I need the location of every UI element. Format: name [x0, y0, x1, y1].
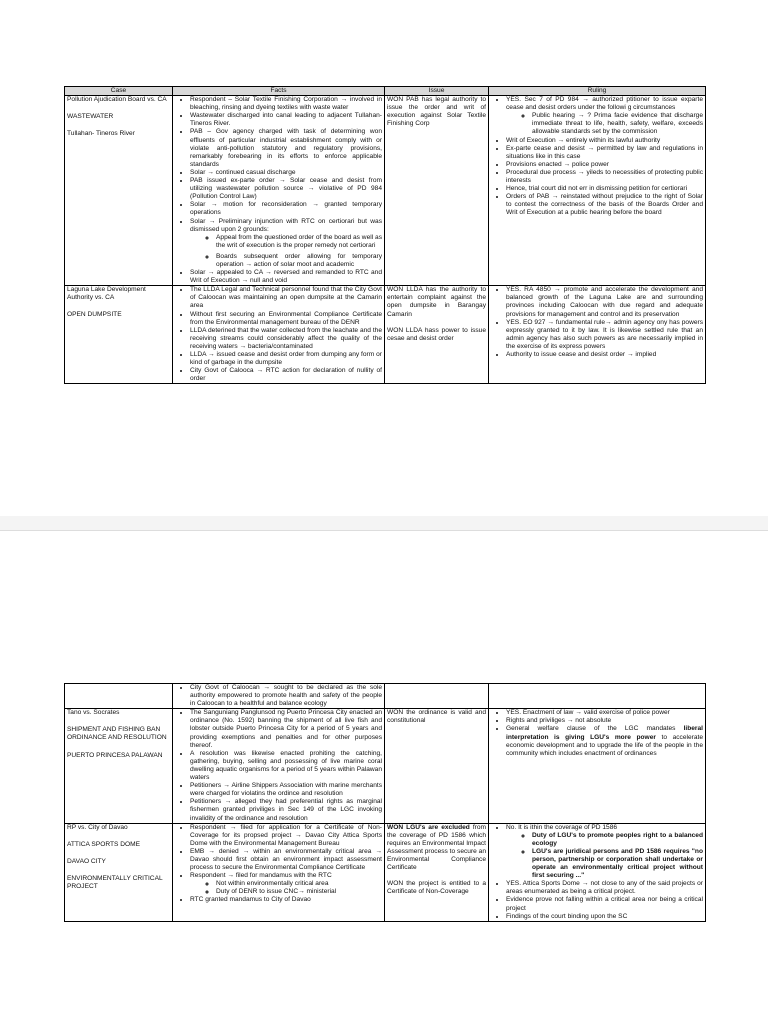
emphasis-text: WON LGU's are excluded — [387, 823, 470, 831]
list-item: • RTC granted mandamus to City of Davao — [190, 896, 382, 904]
list-item: • Authority to issue cease and desist order → implied — [506, 351, 703, 359]
case-digest-table-continued — [64, 683, 706, 922]
case-topic: OPEN DUMPSITE — [67, 311, 122, 319]
case-topic: ATTICA SPORTS DOME — [67, 840, 141, 848]
ruling-cell — [489, 684, 706, 709]
list-item: • YES. Sec 7 of PD 984 → authorized ptitioner to issue exparte cease and desist orders under the followi g circumstances ◦ Public hearing → ? Prima facie evidence that discharge immediate threat to life, health, safety, welfare, exceeds allowable standards set by the commission — [506, 96, 703, 136]
table-row — [65, 709, 706, 823]
list-item: ◦ Duty of DENR to issue CNC→ ministerial — [216, 888, 382, 896]
case-location: DAVAO CITY — [67, 857, 106, 865]
issue-cell — [385, 286, 489, 384]
list-item: • YES. RA 4850 → promote and accelerate the development and balanced growth of the Laguna Lake are and surrounding provinces including Caloocan with due regard and adequate provisions for management and control and its preservation — [506, 286, 703, 318]
case-title: RP vs. City of Davao — [67, 823, 128, 831]
issue-cell — [385, 709, 489, 823]
list-item: • Without first securing an Environmental Compliance Certificate from the Environmental management bureau of the DENR — [190, 311, 382, 327]
list-item: • City Govt of Calooca → RTC action for declaration of nullity of order — [190, 367, 382, 383]
case-topic: WASTEWATER — [67, 113, 114, 121]
issue-text: WON LGU's are excluded from the coverage of PD 1586 which requires an Environmental Impact Assessment process to secure an Environmental Compliance Certificate — [387, 823, 486, 872]
list-item: • Petitioners → Airline Shippers Association with marine merchants were charged for violatins the ordince and resolution — [190, 782, 382, 798]
case-location: PUERTO PRINCESA PALAWAN — [67, 751, 163, 759]
facts-cell — [173, 709, 385, 823]
list-item: • Respondent → filed for application for a Certificate of Non-Coverage for its propsed project → Davao City Attica Sports Dome with the Environmental Management Bureau — [190, 824, 382, 848]
list-item: • Writ of Execution → entirely within its lawful authority — [506, 137, 703, 145]
list-item: • Petitioners → alleged they had preferential rights as marginal fishermen granted priviliges in Sec 149 of the LGC invoking invalidity of the ordinance and resolution — [190, 798, 382, 822]
list-item: • Hence, trial court did not err in dismissing petition for certiorari — [506, 185, 703, 193]
list-item: • PAB issued ex-parte order → Solar cease and desist from utilizing wastewater pollution source → violative of PD 984 (Pollution Control Law) — [190, 177, 382, 201]
header-ruling: Ruling — [489, 87, 706, 96]
case-cell — [65, 823, 173, 921]
table-row — [65, 684, 706, 709]
list-item: • Respondent → filed for mandamus with the RTC ◦ Not within environmentally critical area ◦ Duty of DENR to issue CNC→ ministerial — [190, 872, 382, 896]
list-item: ◦ Duty of LGU's to promote peoples right to a balanced ecology — [532, 832, 703, 848]
issue-text: WON the ordinance is valid and constitutional — [387, 709, 486, 725]
list-item: • Solar → appealed to CA → reversed and remanded to RTC and Writ of Execution → null and void — [190, 269, 382, 285]
case-title: Pollution Ajudication Board vs. CA — [67, 96, 167, 104]
list-item: • Respondent – Solar Textile Finishing Corporation → involved in bleaching, rinsing and dyeing textiles with waste water — [190, 96, 382, 112]
table-row — [65, 96, 706, 286]
list-item: • Evidence prove not falling within a critical area nor being a critical project — [506, 896, 703, 912]
header-facts: Facts — [173, 87, 385, 96]
list-item: • Rights and priviliges → not absolute — [506, 717, 703, 725]
list-item: • YES. Attica Sports Dome → not close to any of the said projects or areas enumerated as being a critical project. — [506, 880, 703, 896]
list-item: ◦ Boards subsequent order allowing for temporary operation → action of solar moot and academic — [216, 253, 382, 269]
list-item: • Wastewater discharged into canal leading to adjacent Tullahan-Tineros River. — [190, 112, 382, 128]
table-header-row — [65, 87, 706, 96]
list-item: • No. It is ithin the coverage of PD 1586 ◦ Duty of LGU's to promote peoples right to a balanced ecology ◦ LGU's are juridical persons and PD 1586 requires "no person, partnership or corporation shall undertake or operate an environmentally critical project without first securing ..." — [506, 824, 703, 881]
table-row — [65, 823, 706, 921]
case-title: Tano vs. Socrates — [67, 709, 120, 717]
ruling-cell — [489, 823, 706, 921]
header-case: Case — [65, 87, 173, 96]
list-item: • Procedural due process → yileds to necessities of protecting public interests — [506, 169, 703, 185]
document-page-2 — [0, 530, 768, 1025]
facts-cell — [173, 286, 385, 384]
case-note: ENVIRONMENTALLY CRITICAL PROJECT — [67, 874, 163, 890]
issue-text: WON LLDA has the authority to entertain complaint against the open dumpsite in Barangay Camarin — [387, 286, 486, 318]
list-item: • Findings of the court binding upon the SC — [506, 913, 703, 921]
case-topic: SHIPMENT AND FISHING BAN ORDINANCE AND RESOLUTION — [67, 726, 167, 742]
list-item: ◦ Public hearing → ? Prima facie evidence that discharge immediate threat to life, health, safety, welfare, exceeds allowable standards set by the commission — [532, 112, 703, 136]
issue-text: WON PAB has legal authority to issue the order and writ of execution against Solar Textile Finishing Corp — [387, 96, 486, 128]
list-item: ◦ LGU's are juridical persons and PD 1586 requires "no person, partnership or corporation shall undertake or operate an environmentally critical project without first securing ..." — [532, 848, 703, 880]
case-cell — [65, 684, 173, 709]
facts-cell — [173, 684, 385, 709]
issue-text: WON LLDA hass power to issue cesae and desist order — [387, 326, 486, 342]
emphasis-text: liberal interpretation is giving LGU's more power — [506, 725, 703, 741]
list-item: • General welfare clause of the LGC mandates liberal interpretation is giving LGU's more power to accelerate economic development and to upgrade the life of the people in the community which includes enactment of ordinances — [506, 725, 703, 757]
case-location: Tullahan- Tineros River — [67, 130, 135, 138]
facts-cell — [173, 823, 385, 921]
issue-cell — [385, 96, 489, 286]
table-row — [65, 286, 706, 384]
list-item: • LLDA → issued cease and desist order from dumping any form or kind of garbage in the dumpsite — [190, 351, 382, 367]
list-item: • City Govt of Caloocan → sought to be declared as the sole authority empowered to promote health and safety of the people in Caloocan to a healthful and balance ecology — [190, 684, 382, 708]
case-digest-table — [64, 86, 706, 384]
list-item: • Provisions enacted → police power — [506, 161, 703, 169]
issue-cell — [385, 684, 489, 709]
case-cell — [65, 709, 173, 823]
list-item: • YES. EO 927 → fundamental rule→ admin agency ony has powers expressly granted to it by law. It is likewise settled rule that an admin agency has also such powers as are necessarily implied in the exercise of its express powers — [506, 319, 703, 351]
ruling-cell — [489, 709, 706, 823]
list-item: • Orders of PAB → reinstated without prejudice to the right of Solar to contest the correctness of the basis of the Boards Order and Writ of Execution at a public hearing before the board — [506, 193, 703, 217]
list-item: • The Sanguniang Panglunsod ng Puerto Princesa City enacted an ordinance (No. 1592) banning the shipment of all live fish and lobster outside Puerto Princesa City for a period of 5 years and providing exemptions and penalties and for other purposes thereof. — [190, 709, 382, 749]
list-item: • EMB → denied → within an environmentally critical area → Davao should first obtain an environment impact assessment process to secure the Environmental Compliance Certificate — [190, 848, 382, 872]
case-cell — [65, 96, 173, 286]
list-item: • PAB – Gov agency charged with task of determining won effluents of particular industrial establishment comply with or violate anti-pollution statutory and regulatory provisions, remarkably forebearing in its efforts to enforce applicable standards — [190, 128, 382, 168]
list-item: • Solar → continued casual discharge — [190, 169, 382, 177]
ruling-cell — [489, 96, 706, 286]
list-item: • LLDA deterined that the water collected from the leachate and the receiving streams could considerably affect the quality of the receiving waters → bacteria/contaminated — [190, 327, 382, 351]
list-item: • A resolution was likewise enacted prohiting the catching, gathering, buying, selling and possessing of live marine coral dwelling aquatic organisms for a period of 5 years within Palawan waters — [190, 750, 382, 782]
list-item: • YES. Enactment of law → valid exercise of police power — [506, 709, 703, 717]
list-item: ◦ Not within environmentally critical area — [216, 880, 382, 888]
list-item: • The LLDA Legal and Technical personnel found that the City Govt of Caloocan was maintaining an open dumpsite at the Camarin area — [190, 286, 382, 310]
header-issue: Issue — [385, 87, 489, 96]
facts-cell — [173, 96, 385, 286]
issue-cell — [385, 823, 489, 921]
list-item: • Ex-parte cease and desist → permitted by law and regulations in situations like in this case — [506, 145, 703, 161]
case-cell — [65, 286, 173, 384]
list-item: ◦ Appeal from the questioned order of the board as well as the writ of execution is the proper remedy not certiorari — [216, 234, 382, 250]
list-item: • Solar → motion for reconsideration → granted temporary operations — [190, 201, 382, 217]
list-item: • Solar → Preliminary injunction with RTC on certiorari but was dismissed upon 2 grounds: ◦ Appeal from the questioned order of the board as well as the writ of execution is the proper remedy not certiorari ◦ Boards subsequent order allowing for temporary operation → action of solar moot and academic — [190, 218, 382, 270]
case-title: Laguna Lake Development Authority vs. CA — [67, 286, 146, 302]
issue-text: WON the project is entitled to a Certificate of Non-Coverage — [387, 880, 486, 896]
ruling-cell — [489, 286, 706, 384]
